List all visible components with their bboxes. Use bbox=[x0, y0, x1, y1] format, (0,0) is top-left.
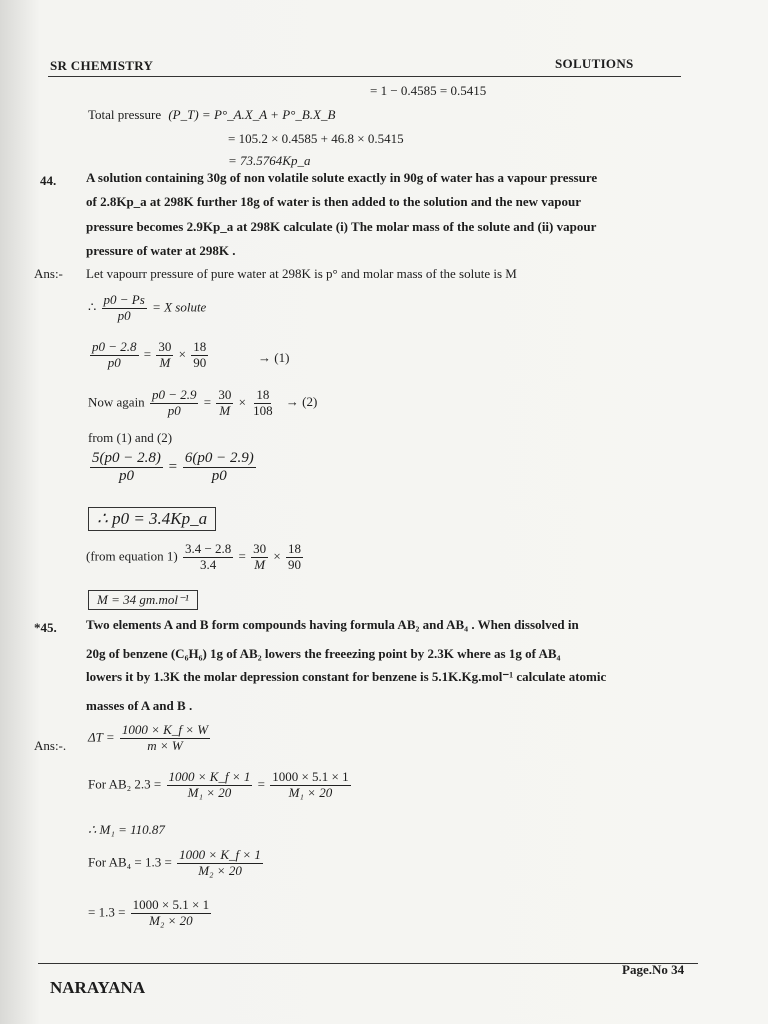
eq1-den: p0 bbox=[117, 307, 131, 323]
eq3-num: p0 − 2.9 bbox=[151, 387, 197, 402]
header-rule bbox=[48, 76, 681, 77]
result-molar-mass-box: M = 34 gm.mol⁻¹ bbox=[88, 590, 198, 610]
eq3-frac-b bbox=[251, 388, 275, 419]
eq-3: Now again $\frac{p0 - 2.9}{p0}$ = $\frac{30}{M}$ × $\frac{18}{108}$ → (2) bbox=[88, 387, 318, 418]
question-44-line1: A solution containing 30g of non volatile solute exactly in 90g of water has a vapour pressure bbox=[86, 170, 598, 185]
eq1-fraction bbox=[102, 293, 147, 324]
eq2-a-num: 30 bbox=[158, 339, 172, 354]
eq2-num: p0 − 2.8 bbox=[92, 339, 137, 354]
eq4-frac-left bbox=[90, 450, 163, 486]
calc-line-3: = 73.5764Kp_a bbox=[228, 153, 311, 168]
eq-last bbox=[88, 898, 213, 929]
eq-1 bbox=[88, 293, 206, 324]
delta-t-num: 1000 × K_f × W bbox=[121, 722, 209, 737]
ab4-frac bbox=[177, 848, 263, 879]
footer-brand: NARAYANA bbox=[50, 978, 146, 997]
footer-rule bbox=[38, 963, 698, 964]
delta-t-den: m × W bbox=[147, 737, 183, 753]
eq3-frac-a bbox=[216, 388, 233, 419]
eq-5: (from equation 1) $\frac{3.4 - 2.8}{3.4}$ = $\frac{30}{M}$ × $\frac{18}{90}$ bbox=[86, 541, 301, 572]
eq1-rhs: = X solute bbox=[152, 299, 207, 315]
eq4-left-num: 5(p0 − 2.8) bbox=[90, 450, 163, 468]
result-molar-mass bbox=[88, 590, 198, 610]
ab4-num: 1000 × K_f × 1 bbox=[179, 847, 261, 862]
from-equation-1-text: (from equation 1) bbox=[86, 548, 178, 564]
ab2-f2-den: M₁ × 20 bbox=[288, 784, 333, 800]
calc-line-2: = 105.2 × 0.4585 + 46.8 × 0.5415 bbox=[228, 131, 404, 146]
question-44-line4: pressure of water at 298K . bbox=[86, 243, 236, 258]
eq2-b-num: 18 bbox=[193, 339, 207, 354]
eq4-frac-right bbox=[183, 450, 256, 486]
ab2-f2-num: 1000 × 5.1 × 1 bbox=[272, 769, 349, 784]
answer-45-label: Ans:-. bbox=[34, 738, 67, 753]
eq4-right-num: 6(p0 − 2.9) bbox=[183, 450, 256, 468]
eq3-a-num: 30 bbox=[218, 387, 232, 402]
eq2-frac-a bbox=[156, 340, 173, 371]
eq3-frac-main bbox=[150, 388, 199, 419]
eq-2: $\frac{p0 - 2.8}{p0}$ = $\frac{30}{M}$ × $\frac{18}{90}$ bbox=[92, 339, 207, 370]
therefore-symbol: ∴ bbox=[88, 299, 97, 315]
ab2-frac-1 bbox=[167, 770, 253, 801]
ab2-f1-num: 1000 × K_f × 1 bbox=[168, 769, 251, 784]
eq-4: $\frac{5(p0 - 2.8)}{p0}$ = $\frac{6(p0 - 2.9)}{p0}$ bbox=[92, 450, 254, 485]
header-subject: SR CHEMISTRY bbox=[50, 58, 154, 73]
eq3-b-num: 18 bbox=[256, 387, 270, 402]
eq3-tag: → (2) bbox=[285, 394, 318, 410]
ab2-label: For AB₂ 2.3 = bbox=[88, 776, 162, 792]
ab4-label: For AB₄ = 1.3 = bbox=[88, 854, 172, 870]
eq3-a-den: M bbox=[219, 402, 231, 418]
eq5-den: 3.4 bbox=[200, 556, 217, 572]
eq2-b-den: 90 bbox=[193, 354, 207, 370]
last-den: M₂ × 20 bbox=[149, 912, 193, 928]
eq3-b-den: 108 bbox=[253, 402, 273, 418]
delta-t-frac bbox=[120, 723, 210, 754]
total-pressure-eq: (P_T) = P°_A.X_A + P°_B.X_B bbox=[168, 107, 336, 122]
eq5-frac-main bbox=[183, 542, 233, 573]
header-chapter: SOLUTIONS bbox=[555, 56, 634, 71]
eq2-frac-b bbox=[191, 340, 208, 371]
eq-ab2: For AB₂ 2.3 = $\frac{1000 \times K\_f \times 1}{\text{M₁ × 20}}$ = $\frac{1000 \times 5.1 \times 1}{\text{M₁ × 20}}$ bbox=[88, 769, 349, 800]
question-45-line1: Two elements A and B form compounds having formula AB₂ and AB₄ . When dissolved in bbox=[86, 617, 579, 632]
answer-44-label: Ans:- bbox=[34, 266, 63, 281]
question-44-line3: pressure becomes 2.9Kp_a at 298K calculate (i) The molar mass of the solute and (ii) vapour bbox=[86, 219, 597, 234]
eq4-right-den: p0 bbox=[211, 468, 227, 485]
eq5-num: 3.4 − 2.8 bbox=[184, 541, 232, 556]
eq2-tag: → (1) bbox=[258, 350, 290, 365]
result-p0 bbox=[88, 507, 216, 531]
eq5-a-den: M bbox=[254, 556, 266, 572]
question-45-line2: 20g of benzene (C₆H₆) 1g of AB₂ lowers the freeezing point by 2.3K where as 1g of AB₄ bbox=[86, 646, 561, 661]
calc-line-0: = 1 − 0.4585 = 0.5415 bbox=[370, 83, 487, 98]
last-frac bbox=[131, 898, 211, 929]
eq5-b-den: 90 bbox=[287, 556, 301, 572]
eq5-b-num: 18 bbox=[287, 541, 301, 556]
now-again-text: Now again bbox=[88, 394, 145, 410]
question-44-number: 44. bbox=[40, 173, 57, 188]
eq3-den: p0 bbox=[167, 402, 181, 418]
eq2-den: p0 bbox=[107, 354, 121, 370]
ab2-f1-den: M₁ × 20 bbox=[187, 784, 232, 800]
eq4-left-den: p0 bbox=[118, 468, 134, 485]
total-pressure-text: Total pressure bbox=[88, 107, 162, 122]
eq5-frac-a bbox=[251, 542, 268, 573]
result-m1: ∴ M₁ = 110.87 bbox=[88, 822, 165, 837]
ab2-frac-2 bbox=[270, 770, 350, 801]
delta-t-lhs: ΔT = bbox=[88, 729, 115, 745]
question-45-line4: masses of A and B . bbox=[86, 698, 193, 713]
eq2-frac-main bbox=[90, 340, 139, 371]
eq2-a-den: M bbox=[159, 354, 171, 370]
question-45-line3: lowers it by 1.3K the molar depression constant for benzene is 5.1K.Kg.mol⁻¹ calculate atomic bbox=[86, 669, 607, 684]
eq-delta-t bbox=[88, 723, 212, 754]
question-45-number: *45. bbox=[34, 620, 57, 635]
last-lhs: = 1.3 = bbox=[88, 904, 126, 920]
eq-ab4 bbox=[88, 848, 265, 879]
total-pressure-label bbox=[88, 107, 335, 123]
result-p0-box: ∴ p0 = 3.4Kp_a bbox=[88, 507, 216, 531]
page-number: Page.No 34 bbox=[622, 962, 685, 977]
eq5-frac-b bbox=[286, 542, 303, 573]
ab4-den: M₂ × 20 bbox=[198, 862, 242, 878]
from-1-and-2: from (1) and (2) bbox=[88, 430, 173, 445]
eq5-a-num: 30 bbox=[253, 541, 267, 556]
last-num: 1000 × 5.1 × 1 bbox=[132, 897, 210, 912]
eq1-num: p0 − Ps bbox=[103, 292, 145, 307]
question-44-line2: of 2.8Kp_a at 298K further 18g of water is then added to the solution and the new vapour bbox=[86, 194, 581, 209]
answer-44-intro: Let vapourr pressure of pure water at 298K is p° and molar mass of the solute is M bbox=[86, 266, 517, 281]
